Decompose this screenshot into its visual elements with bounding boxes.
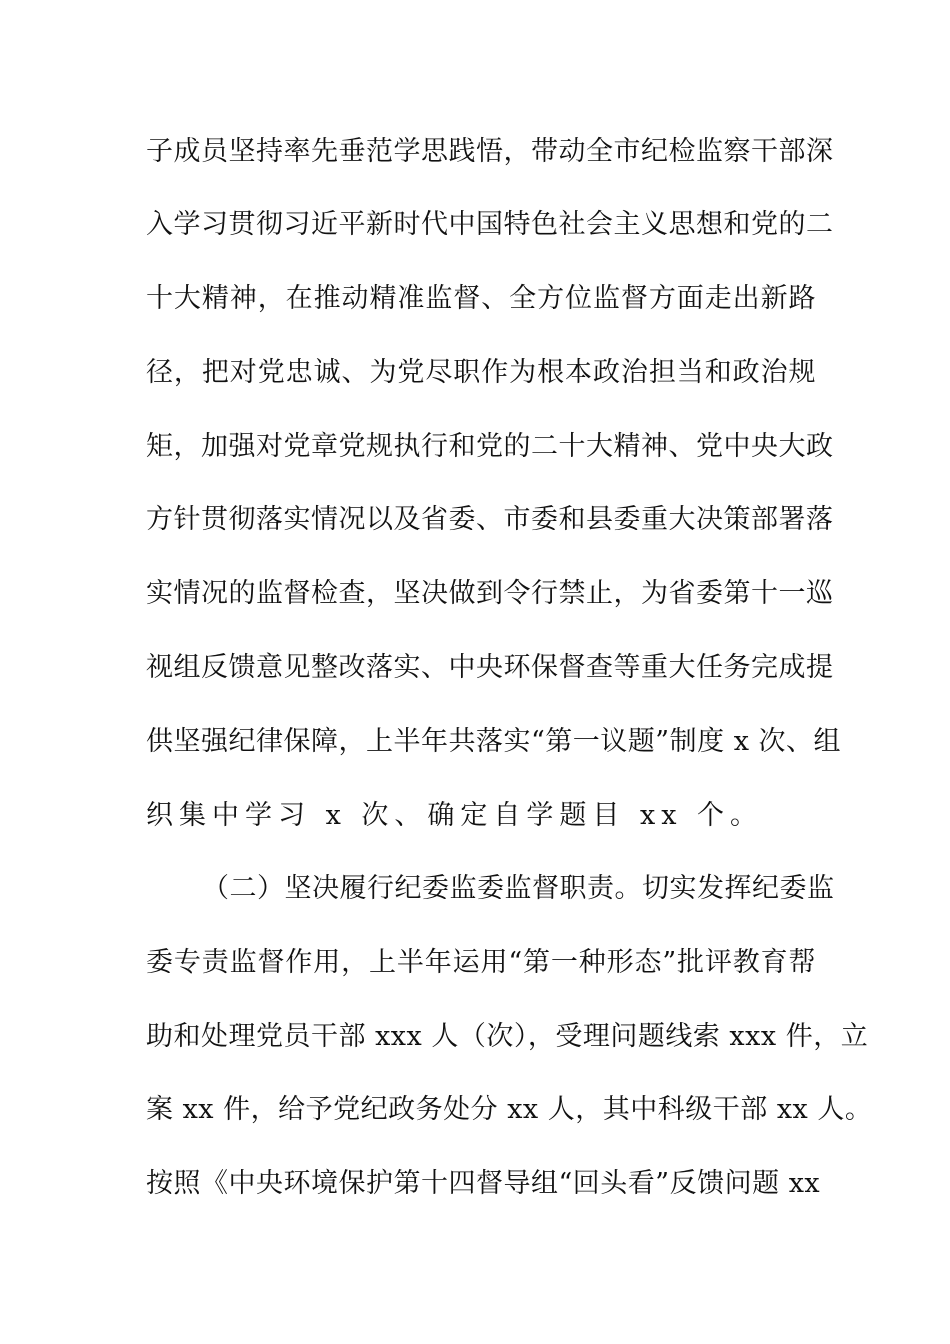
paragraph-end-line: 织集中学习 x 次、确定自学题目 xx 个。 bbox=[146, 800, 764, 831]
text-line-9: 供坚强纪律保障，上半年共落实“第一议题”制度 x 次、组 bbox=[146, 726, 841, 757]
text-line-3: 十大精神，在推动精准监督、全方位监督方面走出新路 bbox=[146, 283, 816, 314]
text-line-2: 入学习贯彻习近平新时代中国特色社会主义思想和党的二 bbox=[146, 209, 834, 240]
text-line-4: 径，把对党忠诚、为党尽职作为根本政治担当和政治规 bbox=[146, 357, 816, 388]
text-line-6: 方针贯彻落实情况以及省委、市委和县委重大决策部署落 bbox=[146, 504, 834, 535]
text-line-8: 视组反馈意见整改落实、中央环保督查等重大任务完成提 bbox=[146, 652, 834, 683]
text-line-5: 矩，加强对党章党规执行和党的二十大精神、党中央大政 bbox=[146, 431, 834, 462]
text-line-12: 委专责监督作用，上半年运用“第一种形态”批评教育帮 bbox=[146, 947, 816, 978]
section-heading-line: （二）坚决履行纪委监委监督职责。切实发挥纪委监 bbox=[202, 873, 835, 904]
text-line-7: 实情况的监督检查，坚决做到令行禁止，为省委第十一巡 bbox=[146, 578, 834, 609]
text-line-15: 按照《中央环境保护第十四督导组“回头看”反馈问题 xx bbox=[146, 1168, 821, 1199]
text-line-13: 助和处理党员干部 xxx 人（次），受理问题线索 xxx 件，立 bbox=[146, 1021, 869, 1052]
text-line-14: 案 xx 件，给予党纪政务处分 xx 人，其中科级干部 xx 人。 bbox=[146, 1094, 873, 1125]
text-line-1: 子成员坚持率先垂范学思践悟，带动全市纪检监察干部深 bbox=[146, 136, 834, 167]
